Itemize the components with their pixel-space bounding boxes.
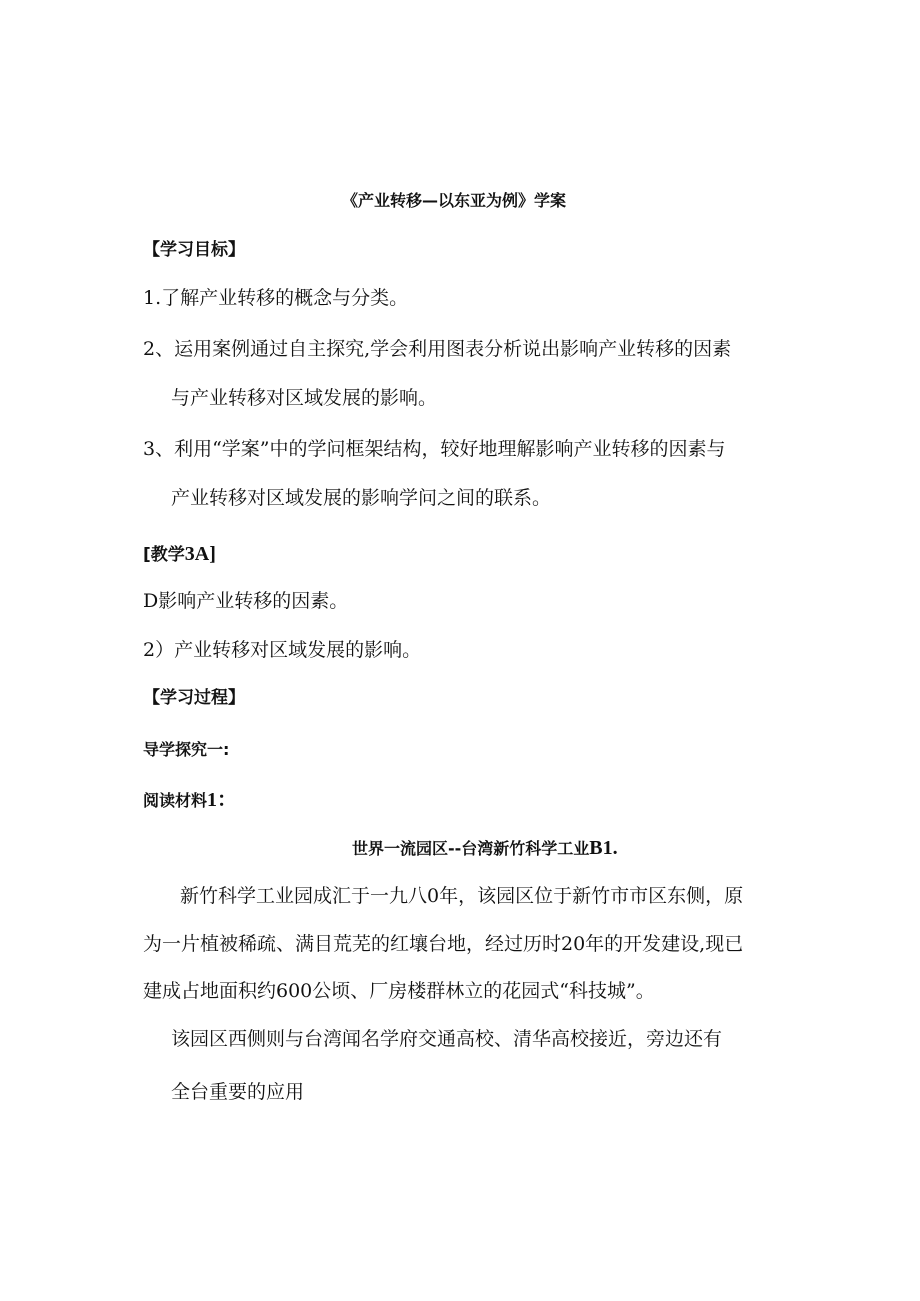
article-paragraph-2-line-1: 该园区西侧则与台湾闻名学府交通高校、清华高校接近，旁边还有 [171,1028,723,1050]
teaching-item-2: 2）产业转移对区域发展的影响。 [143,639,422,661]
guide-inquiry-label: 导学探究一: [143,740,230,759]
teaching-heading-prefix: [教学 [143,545,185,565]
objective-item-1: 1.了解产业转移的概念与分类。 [143,287,409,309]
objective-item-2-line-2: 与产业转移对区域发展的影响。 [171,387,438,409]
teaching-heading [143,544,216,564]
article-paragraph-2-line-2: 全台重要的应用 [171,1081,305,1103]
objective-item-3-line-1: 3、利用“学案”中的学问框架结构，较好地理解影响产业转移的因素与 [143,438,726,460]
article-paragraph-1-line-2: 为一片植被稀疏、满目荒芜的红壤台地，经过历时20年的开发建设,现已 [143,933,744,955]
article-title-prefix: 世界一流园区--台湾新竹科学工业 [352,839,590,858]
process-heading: 【学习过程】 [143,688,245,708]
reading-material-prefix: 阅读材料 [143,791,208,810]
article-title-suffix: B1. [589,837,618,859]
objective-item-2-line-1: 2、运用案例通过自主探究,学会利用图表分析说出影响产业转移的因素 [143,338,732,360]
teaching-item-1: D影响产业转移的因素。 [143,590,349,612]
objective-item-3-line-2: 产业转移对区域发展的影响学问之间的联系。 [171,487,552,509]
article-title [352,838,618,858]
reading-material-number: 1： [207,789,238,811]
document-title: 《产业转移—以东亚为例》学案 [342,191,567,210]
teaching-heading-suffix: 3A] [184,543,216,565]
article-paragraph-1-line-1: 新竹科学工业园成汇于一九八0年，该园区位于新竹市市区东侧，原 [180,885,744,907]
objectives-heading: 【学习目标】 [143,240,245,260]
article-paragraph-1-line-3: 建成占地面积约600公顷、厂房楼群林立的花园式“科技城”。 [143,980,655,1002]
reading-material-label [143,790,237,810]
